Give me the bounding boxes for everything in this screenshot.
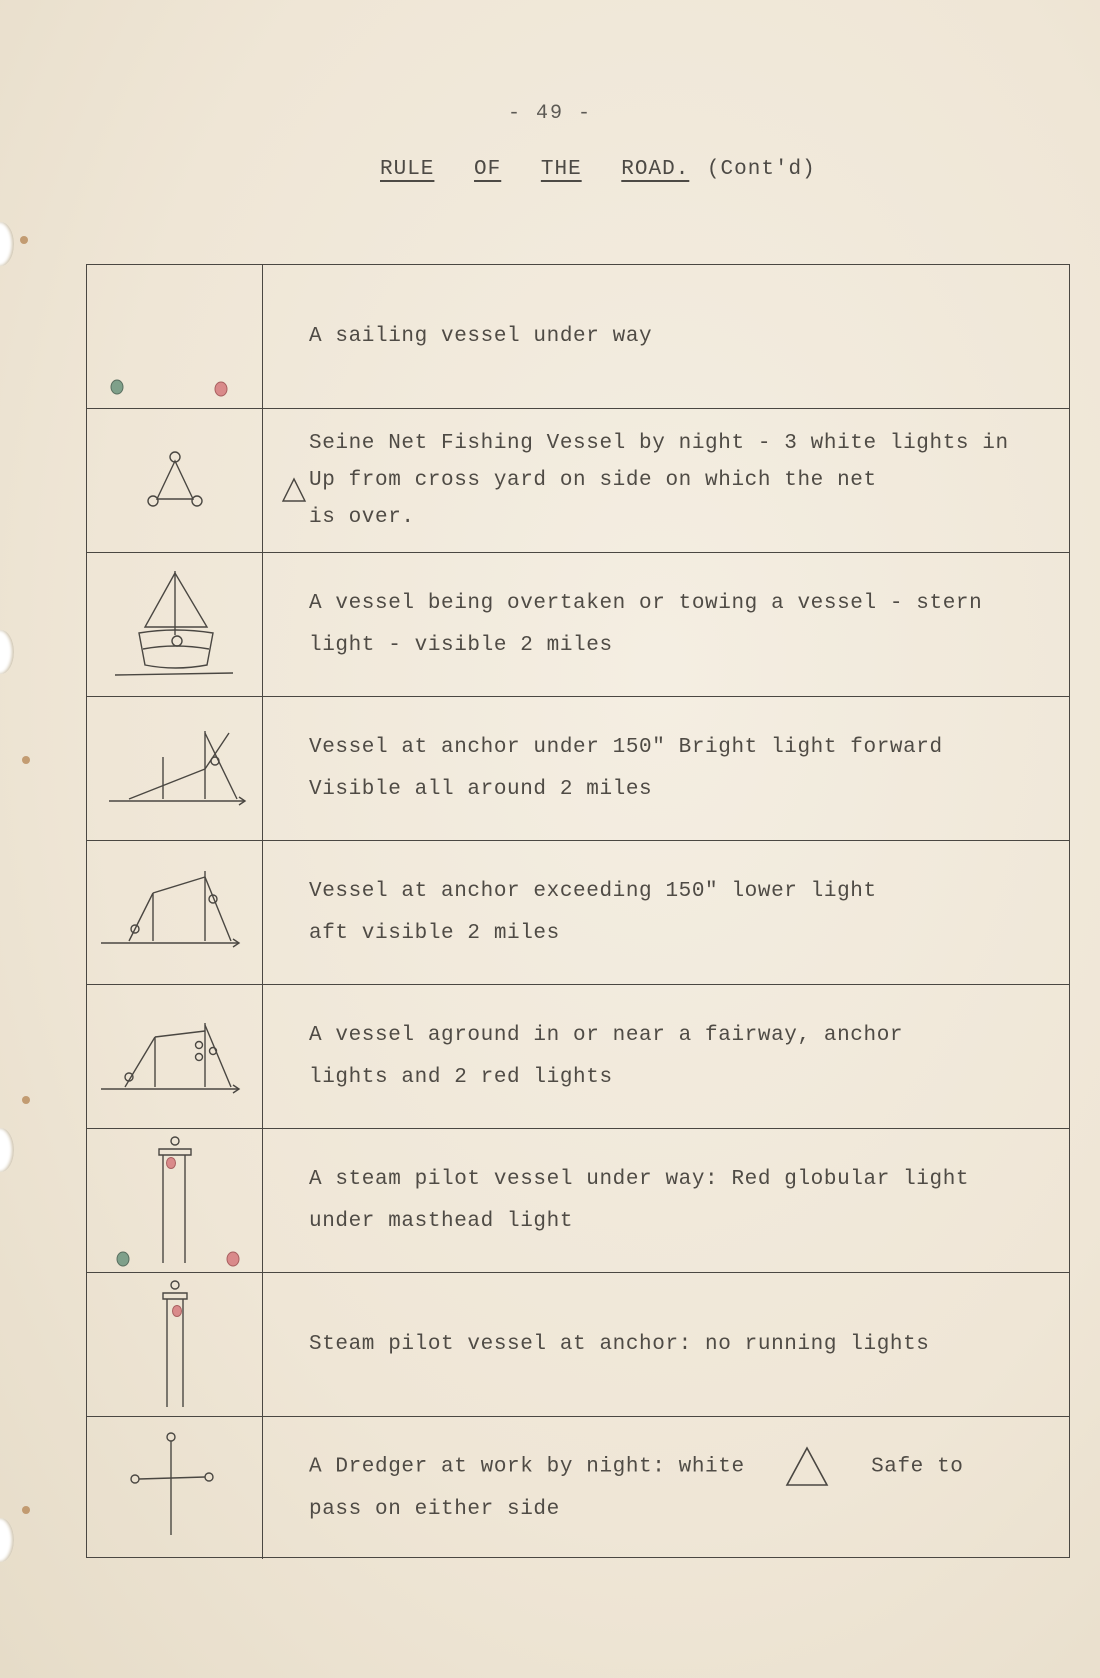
description-cell xyxy=(263,841,1069,984)
title-word: THE xyxy=(540,158,582,181)
punch-hole xyxy=(0,1518,14,1562)
icon-cell xyxy=(87,697,263,840)
description-line: Vessel at anchor under 150" Bright light forward xyxy=(309,735,943,759)
table-row xyxy=(87,265,1069,409)
description-text xyxy=(309,871,877,955)
description-cell xyxy=(263,1129,1069,1272)
table-row xyxy=(87,697,1069,841)
punch-hole xyxy=(0,1128,14,1172)
description-text xyxy=(309,1324,930,1366)
description-cell xyxy=(263,1273,1069,1416)
anchored-vessel-small-icon xyxy=(87,697,263,841)
icon-cell xyxy=(87,1417,263,1559)
table-row xyxy=(87,1129,1069,1273)
sailing-vessel-sidelights-icon xyxy=(87,265,263,409)
dredger-icon xyxy=(87,1417,263,1559)
description-line: under masthead light xyxy=(309,1209,574,1233)
description-text xyxy=(309,425,1009,536)
rules-table xyxy=(86,264,1070,1558)
description-text xyxy=(309,316,652,358)
description-line: is over. xyxy=(309,506,415,529)
triangle-icon xyxy=(281,477,307,503)
description-line: Steam pilot vessel at anchor: no running lights xyxy=(309,1332,930,1356)
description-line: Up from cross yard on side on which the net xyxy=(309,469,877,492)
anchored-vessel-large-icon xyxy=(87,841,263,985)
icon-cell xyxy=(87,985,263,1128)
table-row xyxy=(87,1273,1069,1417)
description-line: light - visible 2 miles xyxy=(309,633,613,657)
description-line: A sailing vessel under way xyxy=(309,324,653,348)
rust-spot xyxy=(20,236,28,244)
icon-cell xyxy=(87,265,263,408)
light-triangle-icon xyxy=(87,409,263,553)
table-row xyxy=(87,841,1069,985)
description-line: aft visible 2 miles xyxy=(309,921,560,945)
boat-stern-light-icon xyxy=(87,553,263,697)
title-word: OF xyxy=(474,158,502,181)
table-row xyxy=(87,409,1069,553)
description-text xyxy=(309,583,982,667)
rust-spot xyxy=(22,756,30,764)
description-text xyxy=(309,1015,903,1099)
description-text xyxy=(309,727,943,811)
description-fragment: Safe to xyxy=(871,1455,964,1479)
title-suffix: (Cont'd) xyxy=(706,158,816,181)
icon-cell xyxy=(87,1273,263,1416)
description-cell xyxy=(263,985,1069,1128)
page-number: - 49 - xyxy=(507,102,592,125)
description-text xyxy=(309,1159,969,1243)
icon-cell xyxy=(87,1129,263,1272)
description-cell xyxy=(263,697,1069,840)
rust-spot xyxy=(22,1096,30,1104)
icon-cell xyxy=(87,409,263,552)
description-cell xyxy=(263,265,1069,408)
table-row xyxy=(87,985,1069,1129)
description-line: A vessel aground in or near a fairway, anchor xyxy=(309,1023,904,1047)
description-cell xyxy=(263,409,1069,552)
description-fragment: A Dredger at work by night: white xyxy=(309,1455,745,1479)
description-line: Vessel at anchor exceeding 150" lower light xyxy=(309,879,877,903)
rust-spot xyxy=(22,1506,30,1514)
description-line: A steam pilot vessel under way: Red globular light xyxy=(309,1167,970,1191)
description-cell xyxy=(263,553,1069,696)
triangle-icon xyxy=(784,1445,830,1487)
icon-cell xyxy=(87,553,263,696)
pilot-vessel-anchor-icon xyxy=(87,1273,263,1417)
description-line: Visible all around 2 miles xyxy=(309,777,653,801)
title-word: ROAD. xyxy=(621,158,690,181)
description-line: lights and 2 red lights xyxy=(309,1065,613,1089)
pilot-vessel-underway-icon xyxy=(87,1129,263,1273)
title-word: RULE xyxy=(380,158,435,181)
aground-vessel-icon xyxy=(87,985,263,1129)
description-line: pass on either side xyxy=(309,1497,560,1521)
description-line: Seine Net Fishing Vessel by night - 3 white lights in xyxy=(309,432,1009,455)
icon-cell xyxy=(87,841,263,984)
description-text xyxy=(309,1445,964,1531)
punch-hole xyxy=(0,222,14,266)
table-row xyxy=(87,1417,1069,1559)
description-cell xyxy=(263,1417,1069,1559)
description-line: A vessel being overtaken or towing a vessel - stern xyxy=(309,591,983,615)
table-row xyxy=(87,553,1069,697)
page-title xyxy=(380,158,816,181)
punch-hole xyxy=(0,630,14,674)
description-line xyxy=(309,1445,964,1489)
